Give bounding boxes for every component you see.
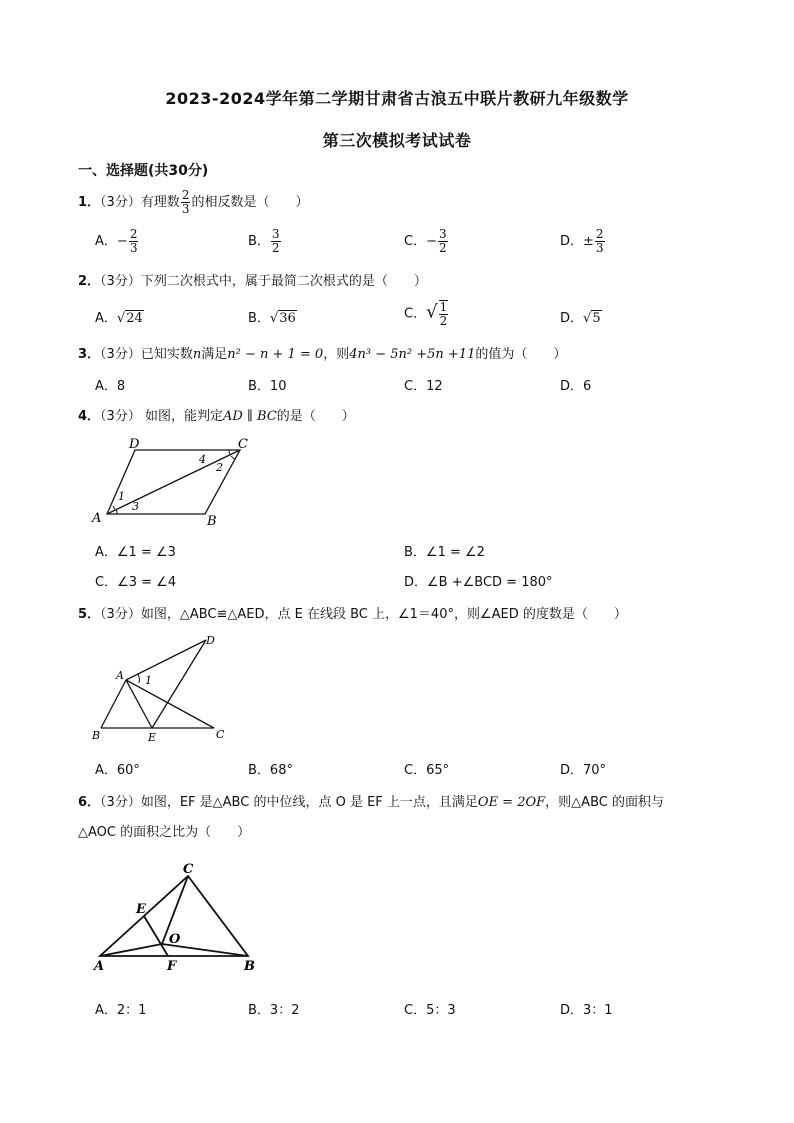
question-number: 5． [78, 607, 101, 622]
label-e: E [136, 902, 146, 917]
option-b[interactable]: B． $\frac{3}{2}$ [248, 227, 280, 255]
question-points: （3分） [100, 795, 141, 810]
angle-label-1: 1 [145, 674, 152, 687]
option-d[interactable]: D．± $\frac{2}{3}$ [560, 227, 604, 255]
math-variable: n [192, 347, 202, 362]
question-points: （3分） [100, 274, 141, 289]
question-text: 如图，能判定 [140, 409, 223, 424]
exam-title-line1: 2023-2024学年第二学期甘肃省古浪五中联片教研九年级数学 [165, 89, 629, 108]
question-text: 下列二次根式中，属于最简二次根式的是（ ） [140, 274, 427, 289]
question-4 [78, 405, 355, 424]
question-number: 4． [78, 409, 101, 424]
question-text: 已知实数 [140, 347, 193, 362]
fraction: $\frac{2}{3}$ [181, 188, 190, 216]
congruent-triangles-figure [88, 630, 238, 746]
option-a[interactable]: A．2：1 [95, 1003, 147, 1018]
question-5 [78, 603, 627, 622]
question-text: ，则△ABC 的面积与 [545, 795, 664, 810]
question-points: （3分） [100, 347, 141, 362]
question-points: （3分） [100, 607, 141, 622]
option-c[interactable]: C．− $\frac{3}{2}$ [404, 227, 447, 255]
option-b[interactable]: B．√36 [248, 311, 296, 326]
question-6-line2: △AOC 的面积之比为（ ） [78, 825, 251, 840]
parallelogram-figure [90, 434, 260, 530]
option-c[interactable]: C．√ $\frac{1}{2}$ [404, 300, 448, 328]
question-number: 6． [78, 795, 101, 810]
option-c[interactable]: C．12 [404, 379, 443, 394]
question-points: （3分） [100, 195, 141, 210]
label-b: B [92, 729, 101, 742]
question-text: 如图，EF 是△ABC 的中位线，点 O 是 EF 上一点，且满足 [140, 795, 478, 810]
label-c: C [238, 437, 248, 452]
question-text: 的是（ ） [276, 409, 355, 424]
question-6 [78, 791, 664, 810]
option-d[interactable]: D．√5 [560, 311, 601, 326]
math-expression: 4n³ − 5n² +5n +11 [349, 347, 476, 362]
option-c[interactable]: C．∠3 = ∠4 [95, 575, 177, 590]
option-d[interactable]: D．70° [560, 763, 607, 778]
option-d[interactable]: D．∠B +∠BCD = 180° [404, 575, 553, 590]
option-c[interactable]: C．5：3 [404, 1003, 456, 1018]
triangle-midline-figure [90, 860, 265, 975]
angle-label-1: 1 [118, 490, 125, 503]
option-d[interactable]: D．6 [560, 379, 592, 394]
question-3 [78, 343, 566, 362]
question-points: （3分） [100, 409, 141, 424]
angle-label-2: 2 [216, 461, 223, 474]
question-text: 有理数 [140, 195, 180, 210]
option-c[interactable]: C．65° [404, 763, 450, 778]
question-1 [78, 189, 309, 216]
label-a: A [94, 959, 105, 974]
math-expression: AD ∥ BC [222, 409, 277, 424]
label-e: E [148, 731, 157, 744]
math-expression: n² − n + 1 = 0 [227, 347, 324, 362]
label-d: D [206, 634, 215, 647]
math-expression: OE = 2OF [477, 795, 546, 810]
option-a[interactable]: A．√24 [95, 311, 143, 326]
option-b[interactable]: B．3：2 [248, 1003, 300, 1018]
label-a: A [116, 669, 124, 682]
option-b[interactable]: B．68° [248, 763, 293, 778]
option-a[interactable]: A．8 [95, 379, 126, 394]
angle-label-3: 3 [132, 500, 139, 513]
option-b[interactable]: B．10 [248, 379, 287, 394]
question-number: 1． [78, 195, 101, 210]
question-text: 如图，△ABC≌△AED，点 E 在线段 BC 上，∠1＝40°，则∠AED 的度数是（ ） [140, 607, 627, 622]
angle-label-4: 4 [199, 453, 206, 466]
question-text: 的相反数是（ ） [191, 195, 309, 210]
option-a[interactable]: A．∠1 = ∠3 [95, 545, 176, 560]
question-text: 满足 [201, 347, 228, 362]
label-a: A [92, 511, 102, 526]
option-d[interactable]: D．3：1 [560, 1003, 613, 1018]
label-b: B [207, 514, 217, 529]
option-b[interactable]: B．∠1 = ∠2 [404, 545, 485, 560]
option-a[interactable]: A．60° [95, 763, 140, 778]
question-number: 3． [78, 347, 101, 362]
label-d: D [129, 437, 140, 452]
section-title: 一、选择题(共30分) [78, 163, 209, 179]
label-b: B [244, 959, 255, 974]
question-number: 2． [78, 274, 101, 289]
option-a[interactable]: A．− $\frac{2}{3}$ [95, 227, 138, 255]
question-text: ，则 [323, 347, 350, 362]
label-o: O [169, 932, 181, 947]
label-f: F [167, 959, 177, 974]
question-2 [78, 270, 427, 289]
label-c: C [183, 862, 194, 877]
question-text: 的值为（ ） [475, 347, 567, 362]
exam-title-line2: 第三次模拟考试试卷 [322, 131, 472, 150]
label-c: C [216, 728, 225, 741]
